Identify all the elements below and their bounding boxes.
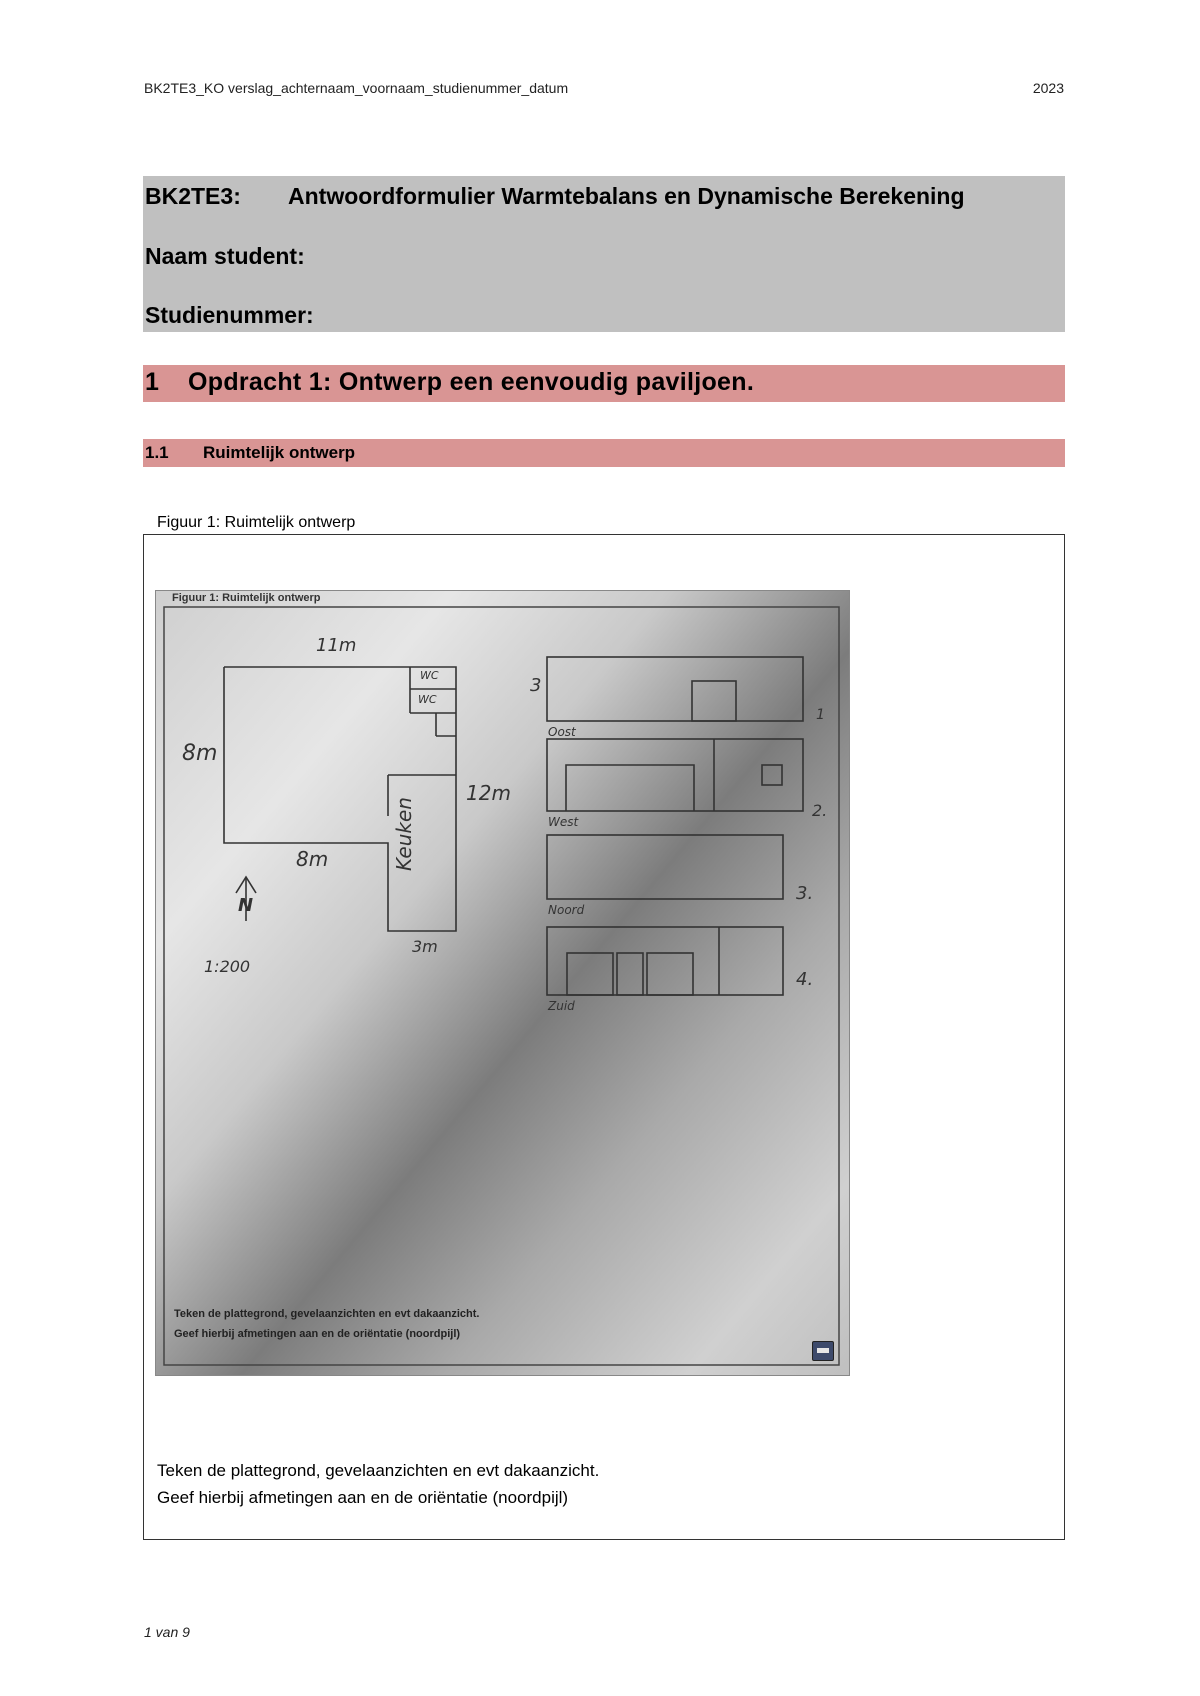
- heading-1-title: Opdracht 1: Ontwerp een eenvoudig paviljoen.: [188, 368, 755, 396]
- elevation-number-4: 4.: [796, 969, 814, 990]
- dim-right-label: 12m: [466, 781, 511, 805]
- heading-2-number: 1.1: [145, 443, 169, 462]
- photo-caption: Figuur 1: Ruimtelijk ontwerp: [172, 592, 321, 604]
- dim-small-label: 3m: [412, 937, 438, 956]
- dim-top-label: 11m: [316, 635, 357, 656]
- sketch-drawing: [156, 591, 849, 1375]
- instruction-line-2: Geef hierbij afmetingen aan en de oriëntatie (noordpijl): [157, 1488, 569, 1507]
- photo-instruction-2: Geef hierbij afmetingen aan en de oriëntatie (noordpijl): [174, 1328, 461, 1340]
- elevation-number-1: 1: [816, 707, 825, 723]
- scale-label: 1:200: [204, 957, 251, 976]
- elevation-oost-label: Oost: [548, 725, 576, 739]
- running-header: BK2TE3_KO verslag_achternaam_voornaam_studienummer_datum: [144, 80, 569, 96]
- wc-label-1: WC: [420, 669, 439, 682]
- figure-caption: Figuur 1: Ruimtelijk ontwerp: [157, 514, 356, 531]
- dim-left-label: 8m: [182, 741, 218, 766]
- elevation-number-2: 2.: [812, 801, 828, 820]
- instruction-line-1: Teken de plattegrond, gevelaanzichten en evt dakaanzicht.: [157, 1461, 600, 1480]
- elevation-number-3: 3.: [796, 883, 814, 904]
- heading-1-number: 1: [145, 368, 159, 396]
- elevation-noord-label: Noord: [548, 903, 585, 917]
- course-code-label: BK2TE3:: [145, 183, 241, 209]
- wc-label-2: WC: [418, 693, 437, 706]
- layout-options-icon[interactable]: [812, 1341, 834, 1361]
- student-name-label: Naam student:: [145, 243, 305, 269]
- north-label: N: [238, 895, 254, 916]
- header-year: 2023: [1032, 80, 1064, 96]
- kitchen-label: Keuken: [392, 797, 416, 871]
- elevation-zuid-label: Zuid: [548, 999, 575, 1013]
- page-number: 1 van 9: [144, 1624, 190, 1640]
- height-label: 3: [530, 675, 542, 696]
- heading-2-title: Ruimtelijk ontwerp: [203, 443, 356, 462]
- photo-instruction-1: Teken de plattegrond, gevelaanzichten en evt dakaanzicht.: [174, 1308, 480, 1320]
- dim-bottom-label: 8m: [296, 847, 329, 871]
- sketch-photo: [155, 590, 850, 1376]
- elevation-west-label: West: [548, 815, 579, 829]
- form-title: Antwoordformulier Warmtebalans en Dynamische Berekening: [288, 183, 965, 209]
- student-number-label: Studienummer:: [145, 302, 314, 328]
